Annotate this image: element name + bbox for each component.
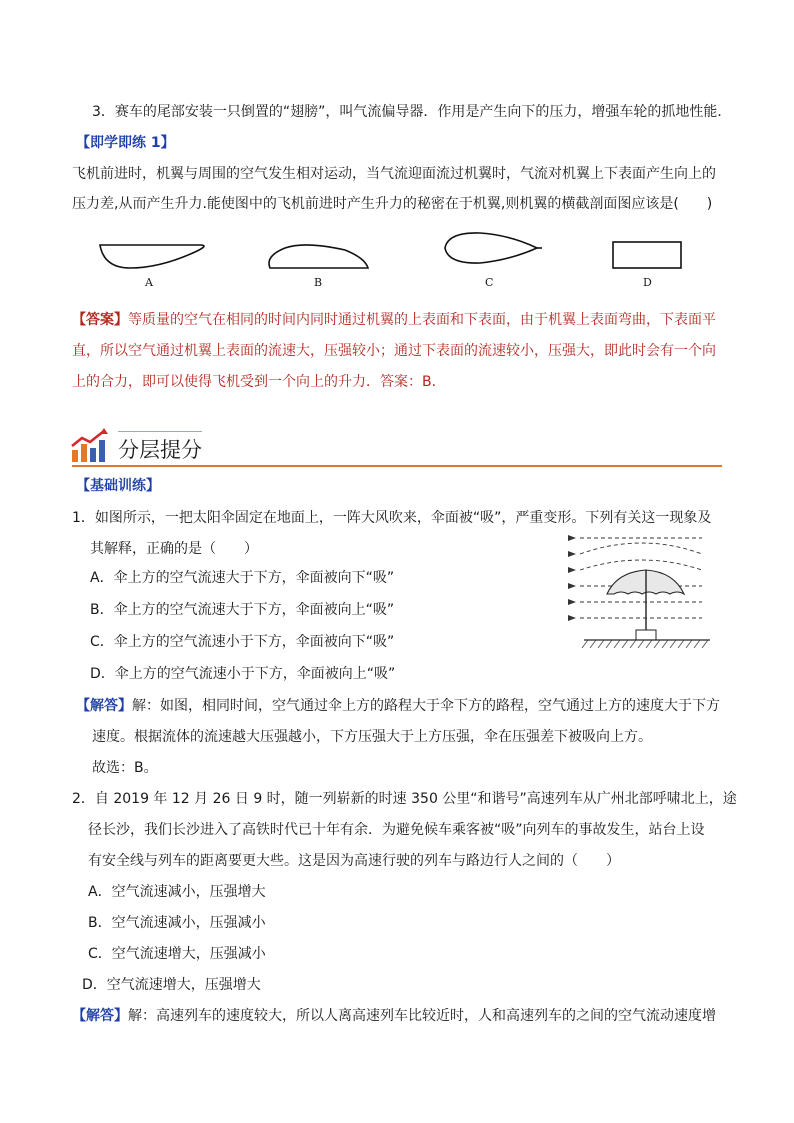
q1-line-2: 其解释，正确的是（ ） bbox=[90, 541, 258, 557]
q2-solution-tag: 【解答】 bbox=[72, 1008, 128, 1024]
q1-option-b: B．伞上方的空气流速大于下方，伞面被向上“吸” bbox=[90, 602, 395, 618]
paragraph-3: 3．赛车的尾部安装一只倒置的“翅膀”，叫气流偏导器．作用是产生向下的压力，增强车轮的抓地性能． bbox=[92, 104, 732, 120]
shape-c bbox=[445, 233, 542, 263]
answer-text-1: 等质量的空气在相同的时间内同时通过机翼的上表面和下表面，由于机翼上表面弯曲，下表面平 bbox=[128, 312, 716, 328]
shape-label-c: C bbox=[485, 276, 494, 289]
q1-solution-text-1: 解：如图，相同时间，空气通过伞上方的路程大于伞下方的路程，空气通过上方的速度大于下方 bbox=[132, 698, 720, 714]
answer-tag: 【答案】 bbox=[72, 312, 128, 328]
q1-solution-line-1 bbox=[76, 696, 720, 716]
shape-label-d: D bbox=[643, 276, 652, 289]
q1-solution-line-3: 故选：B。 bbox=[92, 760, 158, 776]
section-title-overline bbox=[118, 431, 202, 432]
q1-solution-line-2: 速度。根据流体的流速越大压强越小，下方压强大于上方压强，伞在压强差下被吸向上方。 bbox=[92, 729, 652, 745]
q1-line-1: 1．如图所示，一把太阳伞固定在地面上，一阵大风吹来，伞面被“吸”，严重变形。下列有关这一现象及 bbox=[72, 510, 712, 526]
shape-label-b: B bbox=[314, 276, 323, 289]
chart-growth-icon bbox=[70, 428, 110, 464]
q1-option-d: D．伞上方的空气流速小于下方，伞面被向上“吸” bbox=[90, 666, 396, 682]
q2-line-3: 有安全线与列车的距离要更大些。这是因为高速行驶的列车与路边行人之间的（ ） bbox=[88, 853, 620, 869]
q2-option-b: B．空气流速减小，压强减小 bbox=[88, 915, 266, 931]
shape-a bbox=[100, 245, 204, 268]
question-line-2: 压力差,从而产生升力.能使图中的飞机前进时产生升力的秘密在于机翼,则机翼的横截剖面图应该是( ) bbox=[72, 196, 713, 212]
q1-option-c: C．伞上方的空气流速小于下方，伞面被向下“吸” bbox=[90, 634, 395, 650]
section-divider bbox=[72, 465, 722, 467]
q2-solution-line-1 bbox=[72, 1006, 716, 1026]
shape-label-a: A bbox=[145, 276, 153, 289]
shape-d bbox=[613, 242, 681, 268]
q2-option-c: C．空气流速增大，压强减小 bbox=[88, 946, 266, 962]
umbrella-figure bbox=[562, 530, 712, 655]
basic-training-title: 【基础训练】 bbox=[76, 478, 160, 494]
answer-line-1 bbox=[72, 310, 716, 330]
wing-shapes-figure bbox=[90, 230, 710, 295]
shape-b bbox=[269, 245, 368, 268]
practice-title: 【即学即练 1】 bbox=[76, 135, 175, 151]
q1-option-a: A．伞上方的空气流速大于下方，伞面被向下“吸” bbox=[90, 570, 395, 586]
q1-solution-tag: 【解答】 bbox=[76, 698, 132, 714]
question-line-1: 飞机前进时，机翼与周围的空气发生相对运动，当气流迎面流过机翼时，气流对机翼上下表面产生向上的 bbox=[72, 166, 716, 182]
section-title: 分层提分 bbox=[118, 438, 202, 462]
answer-line-2: 直，所以空气通过机翼上表面的流速大，压强较小；通过下表面的流速较小，压强大，即此时会有一个向 bbox=[72, 343, 716, 359]
q2-solution-text-1: 解：高速列车的速度较大，所以人离高速列车比较近时，人和高速列车的之间的空气流动速度增 bbox=[128, 1008, 716, 1024]
q2-option-d: D．空气流速增大，压强增大 bbox=[82, 977, 261, 993]
q2-line-1: 2．自 2019 年 12 月 26 日 9 时，随一列崭新的时速 350 公里“和谐号”高速列车从广州北部呼啸北上，途 bbox=[72, 791, 737, 807]
q2-option-a: A．空气流速减小，压强增大 bbox=[88, 884, 266, 900]
q2-line-2: 径长沙，我们长沙进入了高铁时代已十年有余．为避免候车乘客被“吸”向列车的事故发生，站台上设 bbox=[88, 822, 705, 838]
answer-line-3: 上的合力，即可以使得飞机受到一个向上的升力．答案：B． bbox=[72, 374, 446, 390]
